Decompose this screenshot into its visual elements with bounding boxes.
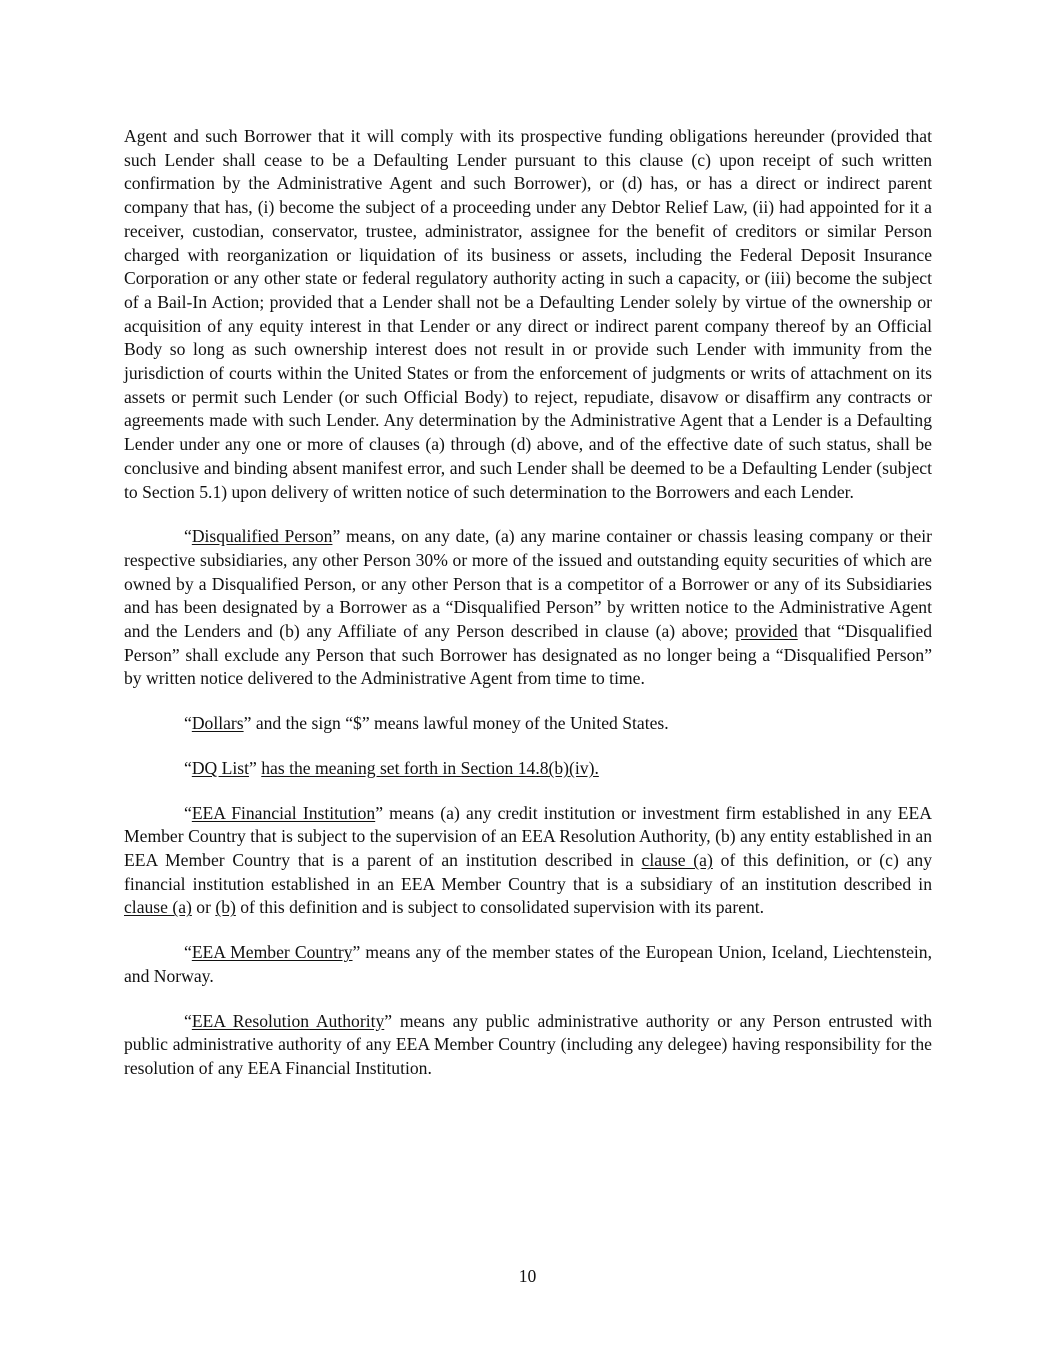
- definition-dollars: [124, 712, 932, 736]
- open-quote: “: [184, 802, 192, 823]
- clause-reference: (b): [215, 897, 236, 918]
- clause-reference: clause (a): [641, 849, 713, 870]
- defined-term: Disqualified Person: [191, 526, 333, 547]
- open-quote: “: [184, 942, 192, 963]
- definition-text: or: [191, 897, 216, 918]
- open-quote: “: [184, 1010, 192, 1031]
- definition-text: has the meaning set forth in Section 14.8(b)(iv).: [261, 757, 599, 778]
- definition-text: of this definition, or (c) any financial institution established in an EEA Member Country that is a subsidiary of an institution described in: [124, 849, 933, 894]
- defined-term: DQ List: [191, 757, 249, 778]
- document-page: [124, 125, 932, 1102]
- definition-eea-financial-institution: [124, 802, 932, 921]
- definition-text: ” means (a) any credit institution or investment firm established in any EEA Member Country that is subject to the supervision of an EEA Resolution Authority, (b) any entity established in an EEA Member Country that is a parent of an institution described in: [124, 802, 932, 870]
- defined-term: EEA Member Country: [191, 942, 353, 963]
- definition-eea-member-country: [124, 941, 932, 988]
- defined-term: EEA Resolution Authority: [191, 1010, 385, 1031]
- definition-text: ” means, on any date, (a) any marine container or chassis leasing company or their respective subsidiaries, any other Person 30% or more of the issued and outstanding equity securities of which are owned by a Disqualified Person, or any other Person that is a competitor of a Borrower or any of its Subsidiaries and has been designated by a Borrower as a “Disqualified Person” by written notice to the Administrative Agent and the Lenders and (b) any Affiliate of any Person described in clause (a) above;: [124, 526, 932, 642]
- definition-text: ” means any public administrative authority or any Person entrusted with public administrative authority of any EEA Member Country (including any delegee) having responsibility for the resolution of any EEA Financial Institution.: [124, 1010, 932, 1078]
- definition-text: ” and the sign “$” means lawful money of the United States.: [243, 713, 669, 734]
- close-quote: ”: [249, 757, 262, 778]
- clause-reference: clause (a): [124, 897, 192, 918]
- definition-text: ” means any of the member states of the European Union, Iceland, Liechtenstein, and Norway.: [124, 942, 932, 986]
- definition-eea-resolution-authority: [124, 1010, 932, 1081]
- open-quote: “: [184, 757, 192, 778]
- definition-dq-list: [124, 757, 932, 781]
- definition-disqualified-person: [124, 525, 932, 691]
- definition-text: of this definition and is subject to consolidated supervision with its parent.: [235, 897, 765, 918]
- defined-term: EEA Financial Institution: [191, 802, 376, 823]
- definition-text: that “Disqualified Person” shall exclude any Person that such Borrower has designated as no longer being a “Disqualified Person” by written notice delivered to the Administrative Agent from time to time.: [124, 621, 933, 689]
- defined-term: Dollars: [191, 713, 244, 734]
- defaulting-lender-paragraph: Agent and such Borrower that it will comply with its prospective funding obligations hereunder (provided that such Lender shall cease to be a Defaulting Lender pursuant to this clause (c) upon receipt of such written confirmation by the Administrative Agent and such Borrower), or (d) has, or has a direct or indirect parent company that has, (i) become the subject of a proceeding under any Debtor Relief Law, (ii) had appointed for it a receiver, custodian, conservator, trustee, administrator, assignee for the benefit of creditors or similar Person charged with reorganization or liquidation of its business or assets, including the Federal Deposit Insurance Corporation or any other state or federal regulatory authority acting in such a capacity, or (iii) become the subject of a Bail-In Action; provided that a Lender shall not be a Defaulting Lender solely by virtue of the ownership or acquisition of any equity interest in that Lender or any direct or indirect parent company thereof by an Official Body so long as such ownership interest does not result in or provide such Lender with immunity from the jurisdiction of courts within the United States or from the enforcement of judgments or writs of attachment on its assets or permit such Lender (or such Official Body) to reject, repudiate, disavow or disaffirm any contracts or agreements made with such Lender. Any determination by the Administrative Agent that a Lender is a Defaulting Lender under any one or more of clauses (a) through (d) above, and of the effective date of such status, shall be conclusive and binding absent manifest error, and such Lender shall be deemed to be a Defaulting Lender (subject to Section 5.1) upon delivery of written notice of such determination to the Borrowers and each Lender.: [124, 126, 932, 502]
- open-quote: “: [184, 526, 192, 547]
- provided-keyword: provided: [735, 621, 798, 642]
- page-number: 10: [518, 1266, 537, 1286]
- open-quote: “: [184, 713, 192, 734]
